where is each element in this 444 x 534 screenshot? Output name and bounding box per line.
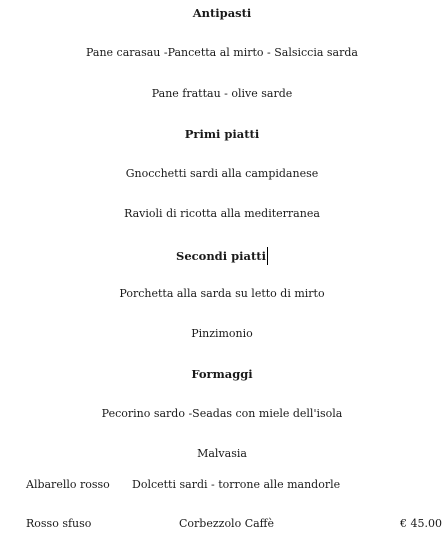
menu-item-primi-2: Ravioli di ricotta alla mediterranea	[124, 207, 320, 220]
footer-dessert: Dolcetti sardi - torrone alle mandorle	[132, 478, 341, 491]
menu-item-secondi-1: Porchetta alla sarda su letto di mirto	[119, 287, 325, 300]
text-cursor-icon	[267, 247, 268, 265]
footer-closing: Corbezzolo Caffè	[179, 517, 274, 530]
menu-item-primi-1: Gnocchetti sardi alla campidanese	[125, 167, 319, 180]
menu-item-secondi-2: Pinzimonio	[191, 327, 253, 340]
footer-wine-1: Albarello rosso	[26, 478, 110, 491]
section-heading-secondi-text: Secondi piatti	[176, 249, 266, 263]
menu-item-formaggi-1: Pecorino sardo -Seadas con miele dell'isola	[101, 407, 343, 420]
footer-wine-2: Rosso sfuso	[26, 517, 92, 530]
section-heading-primi: Primi piatti	[184, 127, 260, 141]
menu-item-antipasti-1: Pane carasau -Pancetta al mirto - Salsiccia sarda	[86, 46, 358, 59]
price-label: € 45.00	[400, 517, 442, 530]
menu-item-formaggi-2: Malvasia	[197, 447, 247, 460]
section-heading-antipasti: Antipasti	[192, 6, 252, 20]
menu-item-antipasti-2: Pane frattau - olive sarde	[151, 87, 293, 100]
section-heading-formaggi: Formaggi	[191, 367, 253, 381]
section-heading-secondi	[0, 247, 444, 265]
